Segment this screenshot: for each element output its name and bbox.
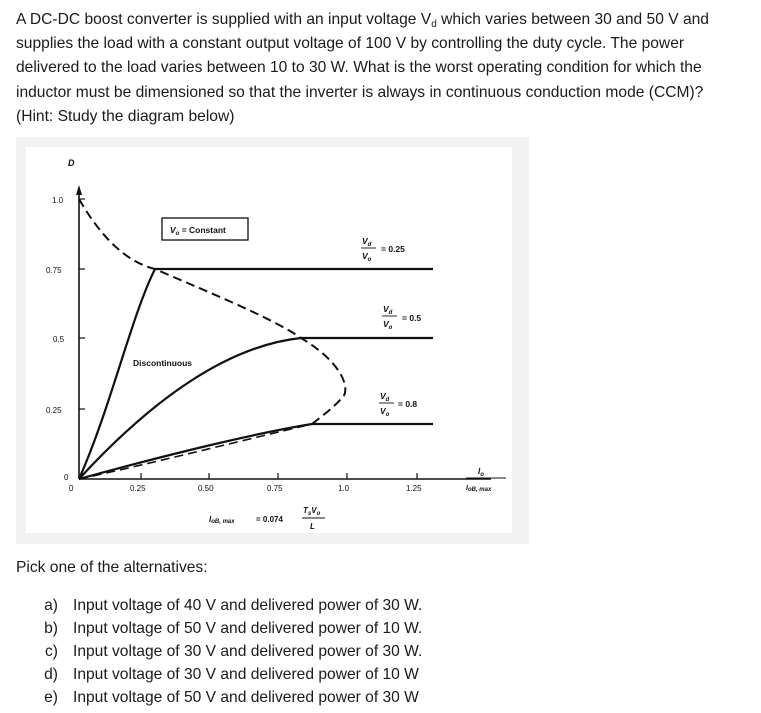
svg-text:IoB, max: IoB, max: [209, 515, 235, 525]
svg-text:L: L: [310, 522, 315, 531]
prompt-text: Pick one of the alternatives:: [16, 559, 208, 576]
x-tick-label: 1.25: [406, 484, 422, 493]
question-hint: (Hint: Study the diagram below): [16, 107, 235, 125]
x-tick-label: 0.50: [198, 484, 214, 493]
svg-text:Vd: $V_d$: [362, 236, 372, 248]
y-tick-label: 1.0: [52, 196, 64, 205]
svg-text:Vo: $V_o$: [380, 406, 390, 418]
y-tick-label: 0.75: [46, 266, 62, 275]
option-letter: a): [44, 597, 58, 614]
option-e[interactable]: [16, 686, 422, 709]
svg-text:Vo: $V_o$: [362, 251, 372, 263]
svg-text:= 0.5: = 0.5: [402, 313, 422, 323]
option-letter: e): [44, 689, 58, 706]
option-d[interactable]: [16, 663, 422, 686]
svg-text:TsVo: $T_sV_o$: [303, 506, 321, 517]
option-letter: b): [44, 620, 58, 637]
option-text: Input voltage of 40 V and delivered power of 30 W.: [73, 597, 423, 614]
diagram-svg: [16, 137, 529, 544]
discontinuous-label: Discontinuous: [133, 358, 193, 368]
option-c[interactable]: [16, 640, 422, 663]
option-text: Input voltage of 50 V and delivered power of 30 W: [73, 689, 419, 706]
option-a[interactable]: [16, 594, 422, 617]
question-part1: A DC-DC boost converter is supplied with an input voltage V: [16, 11, 432, 28]
svg-text:Vd: $V_d$: [383, 304, 393, 316]
svg-text:Vd: $V_d$: [380, 391, 390, 403]
y-axis-label: D: [68, 158, 75, 168]
svg-text:= 0.074: = 0.074: [256, 515, 283, 524]
question-text: [16, 8, 746, 129]
answer-options: [16, 594, 422, 709]
option-b[interactable]: [16, 617, 422, 640]
x-tick-label: 0.25: [130, 484, 146, 493]
svg-text:= 0.8: = 0.8: [398, 399, 418, 409]
boost-converter-diagram: [16, 137, 529, 544]
option-letter: c): [45, 643, 58, 660]
x-tick-label: 1.0: [338, 484, 350, 493]
y-tick-label: 0.5: [53, 335, 65, 344]
option-letter: d): [44, 666, 58, 683]
option-text: Input voltage of 50 V and delivered power of 10 W.: [73, 620, 423, 637]
x-tick-label: 0.75: [267, 484, 283, 493]
y-tick-label: 0.25: [46, 406, 62, 415]
svg-text:= 0.25: = 0.25: [381, 244, 405, 254]
question-v-subscript: d: [431, 19, 437, 30]
x-tick-label: 0: [69, 484, 74, 493]
svg-text:Vo: $V_o$: [383, 319, 393, 331]
constant-label: $V_o$ = Constant: [170, 225, 226, 237]
y-tick-label: 0: [64, 473, 69, 482]
x-axis-label-den: IoB, max: [466, 485, 492, 493]
question-part2: which varies between 30 and 50 V and supplies the load with a constant output voltage of 100 V by controlling the duty cycle. The power delivered to the load varies between 10 to 30 W. What is the worst operating condition for which the inductor must be dimensioned so that the inverter is always in continuous conduction mode (CCM)?: [16, 11, 709, 101]
option-text: Input voltage of 30 V and delivered power of 10 W: [73, 666, 419, 683]
x-axis-label-num: $I_o$: [478, 467, 484, 478]
option-text: Input voltage of 30 V and delivered power of 30 W.: [73, 643, 423, 660]
